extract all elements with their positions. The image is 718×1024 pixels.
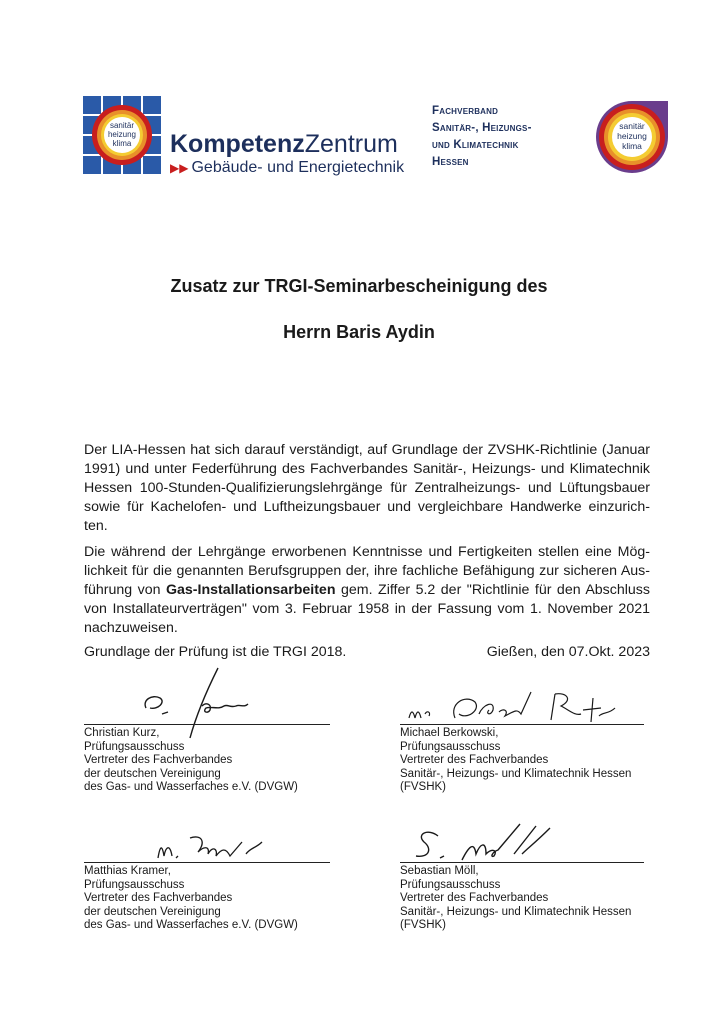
signatory-2-line3: Vertreter des Fachverbandes	[400, 754, 549, 767]
kompetenzzentrum-grid-icon	[82, 95, 162, 175]
recipient-name: Herrn Baris Aydin	[283, 322, 435, 342]
association-line-4: Hessen	[432, 156, 469, 168]
paragraph-1: Der LIA-Hessen hat sich darauf verständigt, auf Grundlage der ZVSHK-Richtlinie (Januar 1991) und unter Federführung des Fachverbandes Sanitär-, Heizungs- und Klimatechnik Hessen 100-Stunden-Qualifizierungslehrgänge für Zentralheizungs- und Lüftungsbauer sowie für Kachelofen- und Luftheizungsbauer und vergleichbare Handwerke einzurich-ten.	[84, 442, 650, 534]
signatory-3-line5: des Gas- und Wasserfaches e.V. (DVGW)	[84, 919, 298, 932]
signatory-4-role: Prüfungsausschuss	[400, 878, 501, 891]
paragraph-2-start: Die während der Lehrgänge erworbenen Kenntnisse und Fertigkeiten stellen eine Mög-lichkeit für die genannten Berufsgruppen der, ihre fachliche Befähigung zur sicheren Aus-führung von	[84, 544, 650, 598]
signature-line-2	[400, 724, 644, 725]
place-date: Gießen, den 07.Okt. 2023	[486, 644, 650, 660]
signatory-1-line5: des Gas- und Wasserfaches e.V. (DVGW)	[84, 781, 298, 794]
signatory-2-role: Prüfungsausschuss	[400, 740, 501, 753]
signatory-4	[400, 865, 631, 933]
fvshk-badge-icon	[592, 97, 672, 177]
signature-line-3	[84, 862, 330, 863]
signatory-1	[84, 727, 298, 795]
document-title: Zusatz zur TRGI-Seminarbescheinigung des	[170, 276, 548, 296]
signatory-3-name: Matthias Kramer,	[84, 865, 171, 877]
signatory-3-line4: der deutschen Vereinigung	[84, 905, 221, 918]
association-line-3: und Klimatechnik	[432, 139, 519, 151]
signatory-3-line3: Vertreter des Fachverbandes	[84, 892, 233, 905]
signatory-4-line5: (FVSHK)	[400, 919, 446, 932]
association-line-2: Sanitär-, Heizungs-	[432, 122, 532, 134]
logo-subtitle-text: Gebäude- und Energietechnik	[191, 159, 405, 176]
association-name	[432, 103, 532, 171]
left-badge-line-3: klima	[112, 139, 132, 148]
paragraph-2-end: gem. Ziffer 5.2 der "Richtlinie für den Abschluss von Installateurverträgen" vom 3. Februar 1958 in der Fassung vom 1. November 2021 nachzuweisen.	[84, 582, 650, 636]
signatory-1-name: Christian Kurz,	[84, 727, 160, 739]
right-badge-line-1: sanitär	[619, 121, 645, 131]
signatory-1-line4: der deutschen Vereinigung	[84, 767, 221, 780]
kompetenzzentrum-logo	[82, 95, 412, 180]
signatory-2-name: Michael Berkowski,	[400, 727, 499, 739]
left-badge-line-1: sanitär	[109, 121, 135, 130]
signature-line-4	[400, 862, 644, 863]
signatory-2	[400, 727, 631, 795]
logo-name-regular: Zentrum	[304, 130, 398, 158]
signatory-2-line5: (FVSHK)	[400, 781, 446, 794]
exam-basis: Grundlage der Prüfung ist die TRGI 2018.	[84, 644, 347, 660]
paragraph-2	[84, 543, 650, 638]
signatory-2-line4: Sanitär-, Heizungs- und Klimatechnik Hessen	[400, 767, 632, 780]
left-badge-line-2: heizung	[107, 130, 137, 139]
signatory-4-name: Sebastian Möll,	[400, 865, 479, 877]
right-badge-line-2: heizung	[617, 131, 647, 141]
paragraph-2-bold: Gas-Installationsarbeiten	[165, 582, 336, 598]
signature-berkowski-icon	[405, 684, 630, 726]
signatory-1-line3: Vertreter des Fachverbandes	[84, 754, 233, 767]
association-line-1: Fachverband	[432, 105, 499, 117]
right-badge-line-3: klima	[622, 141, 642, 151]
logo-name-bold: Kompetenz	[170, 130, 305, 158]
signatory-3-role: Prüfungsausschuss	[84, 878, 185, 891]
signatory-4-line4: Sanitär-, Heizungs- und Klimatechnik Hessen	[400, 905, 632, 918]
logo-subtitle	[170, 159, 404, 177]
signature-moell-icon	[410, 818, 560, 868]
signature-line-1	[84, 724, 330, 725]
double-arrow-icon: ▶▶	[170, 161, 189, 175]
logo-name	[170, 131, 398, 157]
signatory-4-line3: Vertreter des Fachverbandes	[400, 892, 549, 905]
signatory-1-role: Prüfungsausschuss	[84, 740, 185, 753]
signatory-3	[84, 865, 298, 933]
